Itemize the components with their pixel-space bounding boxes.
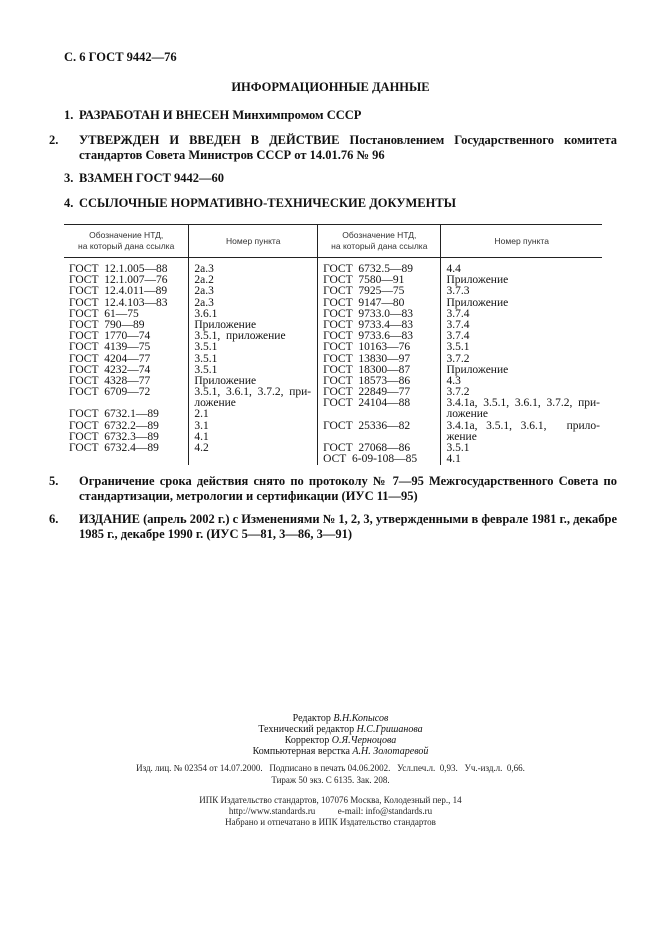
header-text: Обозначение НТД, bbox=[342, 230, 417, 240]
ntd-designation: ГОСТ 13830—97 bbox=[323, 352, 411, 365]
header-point-right bbox=[441, 225, 602, 258]
credit-label: Технический редактор bbox=[258, 724, 355, 735]
page-header: С. 6 ГОСТ 9442—76 bbox=[64, 50, 177, 64]
point-number: 3.5.1 bbox=[446, 341, 470, 354]
ntd-designation: ГОСТ 6709—72 bbox=[69, 386, 151, 399]
point-number: жение bbox=[446, 430, 477, 443]
ntd-designation: ГОСТ 6732.1—89 bbox=[69, 408, 159, 421]
ntd-designation: ГОСТ 9733.4—83 bbox=[323, 318, 414, 331]
ntd-designation: ГОСТ 7925—75 bbox=[323, 285, 405, 298]
credit-corrector bbox=[0, 735, 661, 746]
point-number: 3.7.4 bbox=[446, 330, 470, 343]
point-number: Приложение bbox=[194, 318, 257, 331]
ntd-designation: ГОСТ 9733.0—83 bbox=[323, 307, 414, 320]
credits-block bbox=[0, 713, 661, 757]
point-number: Приложение bbox=[446, 363, 509, 376]
credit-layout bbox=[0, 746, 661, 757]
point-number: 4.1 bbox=[446, 453, 461, 466]
ntd-designation bbox=[323, 409, 440, 420]
item-text: ИЗДАНИЕ (апрель 2002 г.) с Изменениями № 1, 2, 3, утвержденными в феврале 1981 г., декабре 1985 г., декабре 1990 г. (ИУС 5—81, 3—86, 3—91) bbox=[79, 512, 617, 541]
right-ntd-column bbox=[318, 264, 441, 465]
right-point-column bbox=[441, 264, 602, 465]
ntd-designation: ГОСТ 9733.6—83 bbox=[323, 330, 414, 343]
point-number: 4.4 bbox=[446, 263, 461, 275]
ntd-designation: ГОСТ 27068—86 bbox=[323, 442, 411, 454]
item-number: 1. bbox=[64, 108, 74, 122]
publisher-address: ИПК Издательство стандартов, 107076 Москва, Колодезный пер., 14 bbox=[199, 795, 462, 805]
table-header-row bbox=[64, 225, 602, 258]
ntd-designation: ГОСТ 12.4.011—89 bbox=[69, 285, 168, 298]
credit-label: Корректор bbox=[284, 735, 330, 746]
header-text: Номер пункта bbox=[494, 235, 549, 246]
point-number: Приложение bbox=[194, 374, 257, 387]
ntd-designation: ГОСТ 12.4.103—83 bbox=[69, 296, 168, 309]
credit-label: Редактор bbox=[292, 713, 331, 724]
point-number: 2а.3 bbox=[194, 263, 214, 275]
point-number: 3.5.1 bbox=[194, 341, 218, 354]
ntd-designation: ГОСТ 7580—91 bbox=[323, 274, 405, 287]
point-number: 3.5.1, 3.6.1, 3.7.2, при- bbox=[194, 386, 312, 399]
point-number: 3.4.1а, 3.5.1, 3.6.1, 3.7.2, при- bbox=[446, 397, 600, 410]
credit-tech-editor bbox=[0, 724, 661, 735]
point-number: 3.7.2 bbox=[446, 386, 470, 399]
header-text: Обозначение НТД, bbox=[89, 230, 164, 240]
references-table bbox=[64, 224, 602, 465]
ntd-designation: ГОСТ 6732.5—89 bbox=[323, 263, 414, 275]
credit-name: А.Н. Золотаревой bbox=[352, 746, 429, 757]
header-point-left bbox=[189, 225, 318, 258]
item-number: 4. bbox=[64, 196, 74, 210]
info-item-6 bbox=[49, 512, 617, 542]
credit-editor bbox=[0, 713, 661, 724]
ntd-designation: ГОСТ 61—75 bbox=[69, 307, 139, 320]
point-number: 4.3 bbox=[446, 374, 461, 387]
publication-line-2: Тираж 50 экз. С 6135. Зак. 208. bbox=[271, 775, 390, 785]
ntd-designation: ГОСТ 22849—77 bbox=[323, 386, 411, 399]
ntd-designation: ГОСТ 18300—87 bbox=[323, 363, 411, 376]
item-number: 2. bbox=[49, 133, 59, 147]
ntd-designation: ГОСТ 25336—82 bbox=[323, 419, 411, 432]
ntd-designation: ГОСТ 24104—88 bbox=[323, 397, 411, 410]
printing-note: Набрано и отпечатано в ИПК Издательство стандартов bbox=[225, 817, 436, 827]
point-number: 3.7.3 bbox=[446, 285, 470, 298]
credit-name: Н.С.Гришанова bbox=[356, 724, 423, 735]
point-number: Приложение bbox=[446, 274, 509, 287]
point-number: 2а.3 bbox=[194, 296, 214, 309]
item-text: УТВЕРЖДЕН И ВВЕДЕН В ДЕЙСТВИЕ Постановлением Государственного комитета стандартов Совета Министров СССР от 14.01.76 № 96 bbox=[79, 133, 617, 162]
item-number: 3. bbox=[64, 171, 74, 185]
ntd-designation: ГОСТ 4328—77 bbox=[69, 374, 151, 387]
table-body-row bbox=[64, 264, 602, 465]
header-ntd-left bbox=[64, 225, 189, 258]
ntd-designation: ГОСТ 12.1.005—88 bbox=[69, 263, 168, 275]
ntd-designation: ГОСТ 4232—74 bbox=[69, 363, 151, 376]
credit-name: О.Я.Черноцова bbox=[331, 735, 397, 746]
ntd-designation: ГОСТ 1770—74 bbox=[69, 330, 151, 343]
ntd-designation: ГОСТ 12.1.007—76 bbox=[69, 274, 168, 287]
credit-label: Компьютерная верстка bbox=[252, 746, 350, 757]
point-number: 3.7.4 bbox=[446, 318, 470, 331]
section-title: ИНФОРМАЦИОННЫЕ ДАННЫЕ bbox=[231, 80, 430, 94]
point-number: 4.2 bbox=[194, 442, 209, 454]
point-number: 3.5.1, приложение bbox=[194, 330, 286, 343]
point-number: 3.4.1а, 3.5.1, 3.6.1, прило- bbox=[446, 419, 600, 432]
point-number: 3.5.1 bbox=[194, 363, 218, 376]
item-text: ССЫЛОЧНЫЕ НОРМАТИВНО-ТЕХНИЧЕСКИЕ ДОКУМЕНТЫ bbox=[79, 196, 456, 210]
header-text: на который дана ссылка bbox=[331, 241, 428, 251]
item-number: 5. bbox=[49, 474, 59, 488]
info-item-1 bbox=[64, 108, 602, 123]
ntd-designation: ГОСТ 4139—75 bbox=[69, 341, 151, 354]
ntd-designation: ГОСТ 6732.3—89 bbox=[69, 430, 159, 443]
info-item-3 bbox=[64, 171, 602, 186]
info-item-2 bbox=[49, 133, 617, 163]
header-text: Номер пункта bbox=[226, 235, 281, 246]
point-number: 3.1 bbox=[194, 419, 209, 432]
ntd-designation: ОСТ 6-09-108—85 bbox=[323, 453, 418, 466]
info-item-5 bbox=[49, 474, 617, 504]
ntd-designation: ГОСТ 9147—80 bbox=[323, 296, 405, 309]
ntd-designation: ГОСТ 6732.4—89 bbox=[69, 442, 159, 454]
left-point-column bbox=[189, 264, 318, 465]
ntd-designation: ГОСТ 790—89 bbox=[69, 318, 145, 331]
point-number: 2а.2 bbox=[194, 274, 214, 287]
point-number: 3.7.2 bbox=[446, 352, 470, 365]
publisher-contacts: http://www.standards.ru e-mail: info@standards.ru bbox=[228, 806, 433, 816]
item-text: ВЗАМЕН ГОСТ 9442—60 bbox=[79, 171, 224, 185]
point-number: 4.1 bbox=[194, 430, 209, 443]
info-item-4 bbox=[64, 196, 602, 211]
header-text: на который дана ссылка bbox=[78, 241, 175, 251]
point-number: 3.5.1 bbox=[194, 352, 218, 365]
ntd-designation: ГОСТ 6732.2—89 bbox=[69, 419, 159, 432]
ntd-designation: ГОСТ 18573—86 bbox=[323, 374, 411, 387]
point-number: 2а.3 bbox=[194, 285, 214, 298]
left-ntd-column bbox=[64, 264, 189, 465]
item-text: Ограничение срока действия снято по протоколу № 7—95 Межгосударственного Совета по стандартизации, метрологии и сертификации (ИУС 11—95) bbox=[79, 474, 617, 503]
ntd-designation: ГОСТ 10163—76 bbox=[323, 341, 411, 354]
ntd-designation: ГОСТ 4204—77 bbox=[69, 352, 151, 365]
point-number: 3.7.4 bbox=[446, 307, 470, 320]
point-number: 3.6.1 bbox=[194, 307, 218, 320]
header-ntd-right bbox=[318, 225, 441, 258]
point-number: 3.5.1 bbox=[446, 442, 470, 454]
item-number: 6. bbox=[49, 512, 59, 526]
point-number: 2.1 bbox=[194, 408, 209, 421]
point-number: ложение bbox=[194, 397, 236, 410]
credit-name: В.Н.Копысов bbox=[333, 713, 389, 724]
point-number: Приложение bbox=[446, 296, 509, 309]
point-number: ложение bbox=[446, 408, 488, 421]
publication-line-1: Изд. лиц. № 02354 от 14.07.2000. Подписано в печать 04.06.2002. Усл.печ.л. 0,93. Уч.-изд.л. 0,66. bbox=[136, 763, 525, 773]
item-text: РАЗРАБОТАН И ВНЕСЕН Минхимпромом СССР bbox=[79, 108, 362, 122]
